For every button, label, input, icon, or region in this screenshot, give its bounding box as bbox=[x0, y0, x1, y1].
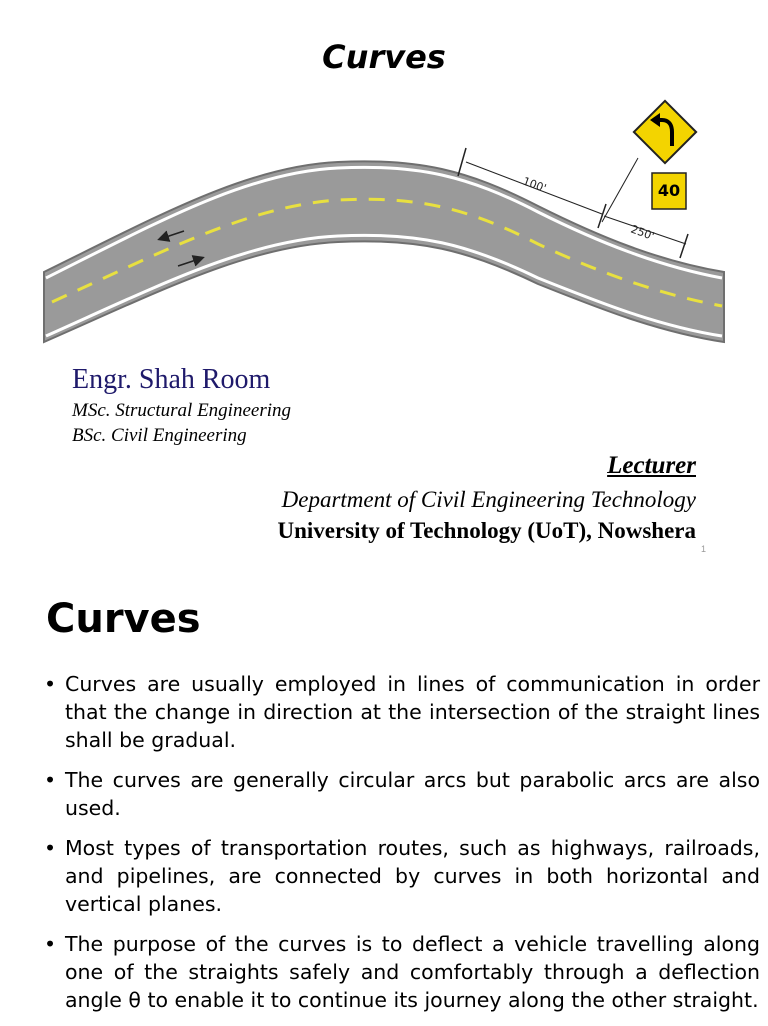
role-title: Lecturer bbox=[607, 452, 696, 479]
bullet-item: • The curves are generally circular arcs but parabolic arcs are also used. bbox=[44, 768, 760, 820]
road-surface bbox=[44, 161, 724, 342]
slide-title: Curves bbox=[322, 38, 446, 76]
slide-2 bbox=[0, 566, 768, 1024]
bullet-icon: • bbox=[44, 932, 57, 956]
dimension-label-100: 100' bbox=[520, 174, 549, 196]
author-name: Engr. Shah Room bbox=[72, 364, 271, 395]
university: University of Technology (UoT), Nowshera bbox=[277, 518, 696, 543]
speed-plate-value: 40 bbox=[657, 181, 681, 200]
bullet-item: • Most types of transportation routes, such as highways, railroads, and pipelines, are connected by curves in both horizontal and vertical planes. bbox=[44, 836, 760, 916]
department: Department of Civil Engineering Technology bbox=[281, 487, 696, 512]
dimension-label-250: 250' bbox=[628, 222, 657, 244]
page-number: 1 bbox=[700, 544, 706, 554]
slide-title: Curves bbox=[46, 596, 201, 642]
degree-msc: MSc. Structural Engineering bbox=[72, 400, 291, 421]
curve-warning-sign-icon bbox=[634, 101, 696, 163]
road-curve-illustration bbox=[38, 96, 738, 354]
bullet-icon: • bbox=[44, 836, 57, 860]
bullet-item: • The purpose of the curves is to deflect a vehicle travelling along one of the straights safely and comfortably through a deflection angle θ to enable it to continue its journey along the other straight. bbox=[44, 932, 760, 1012]
bullet-icon: • bbox=[44, 768, 57, 792]
bullet-icon: • bbox=[44, 672, 57, 696]
bullet-list bbox=[44, 670, 760, 1026]
bullet-item: • Curves are usually employed in lines of communication in order that the change in direction at the intersection of the straight lines shall be gradual. bbox=[44, 672, 760, 752]
degree-bsc: BSc. Civil Engineering bbox=[72, 425, 247, 446]
